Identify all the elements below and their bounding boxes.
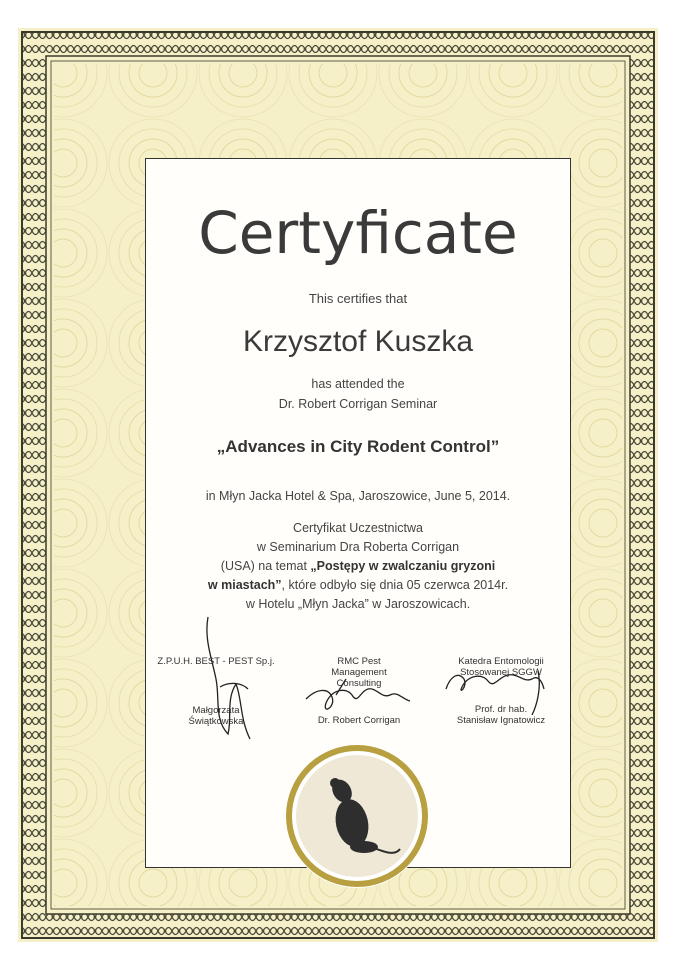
polish-line-1: Certyfikat Uczestnictwa [293, 521, 423, 535]
seminar-topic: „Advances in City Rodent Control” [216, 437, 500, 456]
signature-org-line-2: Management [331, 667, 387, 678]
polish-line-4 [146, 578, 570, 592]
signatory-name-line-1: Małgorzata [192, 705, 240, 716]
certifies-text: This certifies that [308, 291, 408, 306]
seminar-location: in Młyn Jacka Hotel & Spa, Jaroszowice, June 5, 2014. [205, 489, 511, 503]
polish-line-4-suffix: , które odbyło się dnia 05 czerwca 2014r. [281, 578, 509, 592]
certificate-panel [145, 158, 571, 868]
signature-org-line-3: Consulting [336, 678, 382, 689]
recipient-name: Krzysztof Kuszka [242, 325, 474, 358]
polish-line-3-prefix: (USA) na temat [220, 559, 311, 573]
polish-line-5: w Hotelu „Młyn Jacka” w Jaroszowicach. [245, 597, 471, 611]
rat-seal [282, 741, 432, 891]
signature-block-best-pest [151, 656, 281, 727]
signature-org-line-1: RMC Pest [337, 656, 381, 667]
signature-org-line-2: Stosowanej SGGW [460, 667, 542, 678]
signatory-name: Dr. Robert Corrigan [317, 715, 401, 726]
polish-topic-part-1: „Postępy w zwalczaniu gryzoni [310, 559, 496, 573]
signatory-name-line-2: Świątkowska [188, 716, 244, 727]
attended-text: has attended the [311, 377, 405, 391]
polish-topic-part-2: w miastach” [207, 578, 282, 592]
signature-block-rmc [294, 656, 424, 726]
certificate-frame [18, 28, 658, 942]
polish-line-2: w Seminarium Dra Roberta Corrigan [256, 540, 460, 554]
seminar-name: Dr. Robert Corrigan Seminar [278, 397, 438, 411]
signature-org: Z.P.U.H. BEST - PEST Sp.j. [157, 656, 275, 667]
signature-org-line-1: Katedra Entomologii [458, 656, 544, 667]
signatory-name-line-2: Stanisław Ignatowicz [456, 715, 546, 726]
certificate-title: Certyficate [198, 199, 518, 267]
polish-line-3 [146, 559, 570, 573]
signature-block-sggw [436, 656, 566, 726]
signatory-name-line-1: Prof. dr hab. [474, 704, 528, 715]
